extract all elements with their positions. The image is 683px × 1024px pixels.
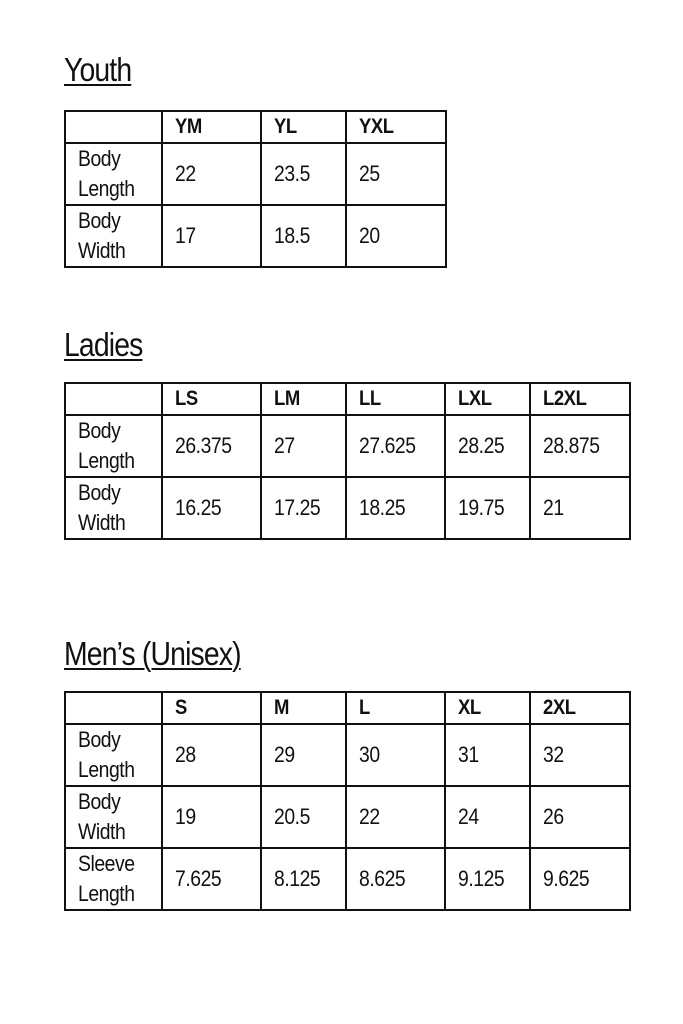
table-cell: 9.625	[530, 848, 630, 910]
mens-size-table	[64, 691, 631, 911]
table-cell: 19	[162, 786, 261, 848]
table-cell: 31	[445, 724, 530, 786]
table-cell: 22	[346, 786, 445, 848]
youth-section-title: Youth	[64, 51, 132, 88]
size-header: L	[346, 692, 445, 724]
ladies-section-title: Ladies	[64, 326, 143, 363]
row-label: Body Width	[65, 205, 162, 267]
table-cell: 8.125	[261, 848, 346, 910]
row-label: Sleeve Length	[65, 848, 162, 910]
table-row	[65, 786, 630, 848]
size-header: LXL	[445, 383, 530, 415]
table-cell: 29	[261, 724, 346, 786]
size-header: YXL	[346, 111, 446, 143]
table-cell: 26	[530, 786, 630, 848]
table-row	[65, 143, 446, 205]
table-cell: 25	[346, 143, 446, 205]
row-label: Body Width	[65, 786, 162, 848]
table-cell: 19.75	[445, 477, 530, 539]
size-header: YL	[261, 111, 346, 143]
ladies-size-table	[64, 382, 631, 540]
mens-section-title: Men’s (Unisex)	[64, 635, 241, 672]
table-cell: 17	[162, 205, 261, 267]
size-header: YM	[162, 111, 261, 143]
size-header: LS	[162, 383, 261, 415]
table-cell: 27	[261, 415, 346, 477]
table-cell: 21	[530, 477, 630, 539]
table-cell: 28.875	[530, 415, 630, 477]
size-header: LL	[346, 383, 445, 415]
table-cell: 18.5	[261, 205, 346, 267]
row-label: Body Length	[65, 415, 162, 477]
table-cell: 16.25	[162, 477, 261, 539]
table-cell: 8.625	[346, 848, 445, 910]
size-header: XL	[445, 692, 530, 724]
table-cell: 20.5	[261, 786, 346, 848]
table-cell: 7.625	[162, 848, 261, 910]
table-cell: 28	[162, 724, 261, 786]
youth-size-table	[64, 110, 447, 268]
table-row	[65, 848, 630, 910]
row-label: Body Length	[65, 724, 162, 786]
corner-cell	[65, 692, 162, 724]
table-cell: 20	[346, 205, 446, 267]
table-cell: 24	[445, 786, 530, 848]
table-cell: 28.25	[445, 415, 530, 477]
corner-cell	[65, 383, 162, 415]
table-cell: 18.25	[346, 477, 445, 539]
row-label: Body Width	[65, 477, 162, 539]
table-header-row	[65, 692, 630, 724]
size-header: LM	[261, 383, 346, 415]
table-row	[65, 205, 446, 267]
corner-cell	[65, 111, 162, 143]
table-cell: 30	[346, 724, 445, 786]
table-header-row	[65, 383, 630, 415]
table-row	[65, 415, 630, 477]
table-cell: 17.25	[261, 477, 346, 539]
row-label: Body Length	[65, 143, 162, 205]
table-row	[65, 724, 630, 786]
size-header: S	[162, 692, 261, 724]
table-row	[65, 477, 630, 539]
table-cell: 27.625	[346, 415, 445, 477]
table-cell: 22	[162, 143, 261, 205]
table-cell: 32	[530, 724, 630, 786]
size-header: L2XL	[530, 383, 630, 415]
table-cell: 26.375	[162, 415, 261, 477]
table-header-row	[65, 111, 446, 143]
size-header: 2XL	[530, 692, 630, 724]
table-cell: 9.125	[445, 848, 530, 910]
table-cell: 23.5	[261, 143, 346, 205]
size-header: M	[261, 692, 346, 724]
